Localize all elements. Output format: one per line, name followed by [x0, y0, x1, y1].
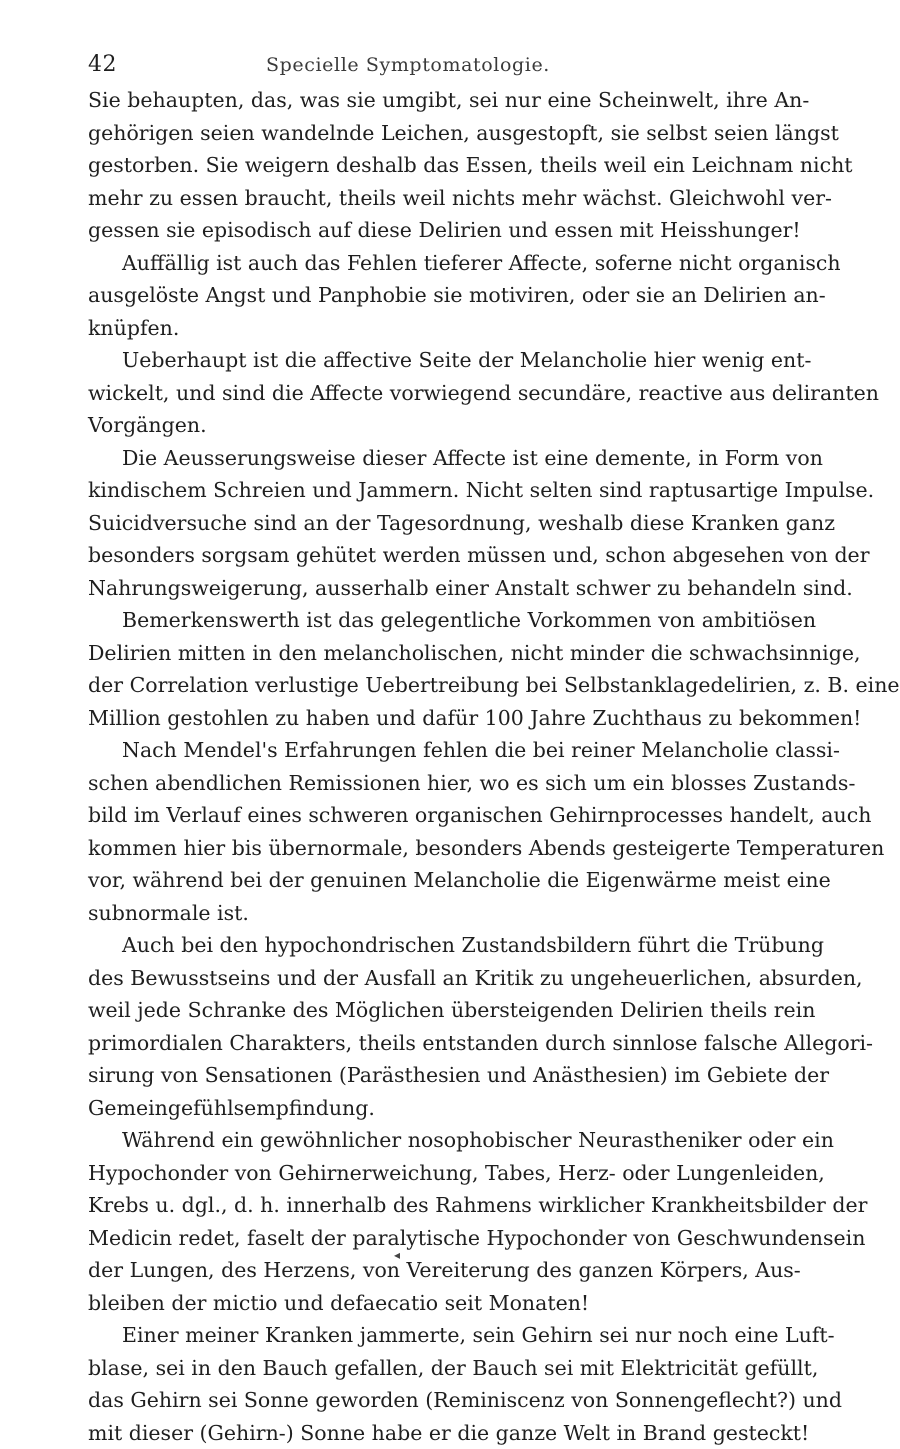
text-line: besonders sorgsam gehütet werden müssen und, schon abgesehen von der — [88, 539, 718, 572]
text-line: Bemerkenswerth ist das gelegentliche Vorkommen von ambitiösen — [88, 604, 718, 637]
text-line: Vorgängen. — [88, 409, 718, 442]
running-head — [88, 52, 728, 82]
text-line: bild im Verlauf eines schweren organischen Gehirnprocesses handelt, auch — [88, 799, 718, 832]
page-number: 42 — [88, 52, 117, 77]
text-line: Sie behaupten, das, was sie umgibt, sei nur eine Scheinwelt, ihre An- — [88, 84, 718, 117]
text-line: schen abendlichen Remissionen hier, wo es sich um ein blosses Zustands- — [88, 767, 718, 800]
text-line: Nahrungsweigerung, ausserhalb einer Anstalt schwer zu behandeln sind. — [88, 572, 718, 605]
text-line: Delirien mitten in den melancholischen, nicht minder die schwachsinnige, — [88, 637, 718, 670]
text-line: mehr zu essen braucht, theils weil nichts mehr wächst. Gleichwohl ver- — [88, 182, 718, 215]
text-line: der Lungen, des Herzens, von Vereiterung des ganzen Körpers, Aus- — [88, 1254, 718, 1287]
text-line: blase, sei in den Bauch gefallen, der Bauch sei mit Elektricität gefüllt, — [88, 1352, 718, 1385]
text-line: Krebs u. dgl., d. h. innerhalb des Rahmens wirklicher Krankheitsbilder der — [88, 1189, 718, 1222]
text-line: Auch bei den hypochondrischen Zustandsbildern führt die Trübung — [88, 929, 718, 962]
text-line: Gemeingefühlsempfindung. — [88, 1092, 718, 1125]
text-line: sirung von Sensationen (Parästhesien und Anästhesien) im Gebiete der — [88, 1059, 718, 1092]
text-line: Million gestohlen zu haben und dafür 100 Jahre Zuchthaus zu bekommen! — [88, 702, 718, 735]
text-line: Hypochonder von Gehirnerweichung, Tabes, Herz- oder Lungenleiden, — [88, 1157, 718, 1190]
body-text — [88, 84, 718, 1449]
text-line: kommen hier bis übernormale, besonders Abends gesteigerte Temperaturen — [88, 832, 718, 865]
text-line: Ueberhaupt ist die affective Seite der Melancholie hier wenig ent- — [88, 344, 718, 377]
text-line: vor, während bei der genuinen Melancholie die Eigenwärme meist eine — [88, 864, 718, 897]
text-line: gehörigen seien wandelnde Leichen, ausgestopft, sie selbst seien längst — [88, 117, 718, 150]
text-line: gestorben. Sie weigern deshalb das Essen, theils weil ein Leichnam nicht — [88, 149, 718, 182]
text-line: subnormale ist. — [88, 897, 718, 930]
text-line: wickelt, und sind die Affecte vorwiegend secundäre, reactive aus deliranten — [88, 377, 718, 410]
text-line: des Bewusstseins und der Ausfall an Kritik zu ungeheuerlichen, absurden, — [88, 962, 718, 995]
text-line: der Correlation verlustige Uebertreibung bei Selbstanklagedelirien, z. B. eine — [88, 669, 718, 702]
text-line: knüpfen. — [88, 312, 718, 345]
text-line: Auffällig ist auch das Fehlen tieferer Affecte, soferne nicht organisch — [88, 247, 718, 280]
text-line: mit dieser (Gehirn-) Sonne habe er die ganze Welt in Brand gesteckt! — [88, 1417, 718, 1449]
text-line: Einer meiner Kranken jammerte, sein Gehirn sei nur noch eine Luft- — [88, 1319, 718, 1352]
text-line: primordialen Charakters, theils entstanden durch sinnlose falsche Allegori- — [88, 1027, 718, 1060]
text-line: Während ein gewöhnlicher nosophobischer Neurastheniker oder ein — [88, 1124, 718, 1157]
text-line: Nach Mendel's Erfahrungen fehlen die bei reiner Melancholie classi- — [88, 734, 718, 767]
text-line: kindischem Schreien und Jammern. Nicht selten sind raptusartige Impulse. — [88, 474, 718, 507]
text-line: ausgelöste Angst und Panphobie sie motiviren, oder sie an Delirien an- — [88, 279, 718, 312]
text-line: das Gehirn sei Sonne geworden (Reminiscenz von Sonnengeflecht?) und — [88, 1384, 718, 1417]
text-line: Suicidversuche sind an der Tagesordnung, weshalb diese Kranken ganz — [88, 507, 718, 540]
running-head-title: Specielle Symptomatologie. — [88, 54, 728, 76]
text-line: gessen sie episodisch auf diese Delirien und essen mit Heisshunger! — [88, 214, 718, 247]
printer-mark: ◂ — [394, 1248, 400, 1262]
text-line: Die Aeusserungsweise dieser Affecte ist eine demente, in Form von — [88, 442, 718, 475]
text-line: weil jede Schranke des Möglichen übersteigenden Delirien theils rein — [88, 994, 718, 1027]
text-line: Medicin redet, faselt der paralytische Hypochonder von Geschwundensein — [88, 1222, 718, 1255]
text-line: bleiben der mictio und defaecatio seit Monaten! — [88, 1287, 718, 1320]
